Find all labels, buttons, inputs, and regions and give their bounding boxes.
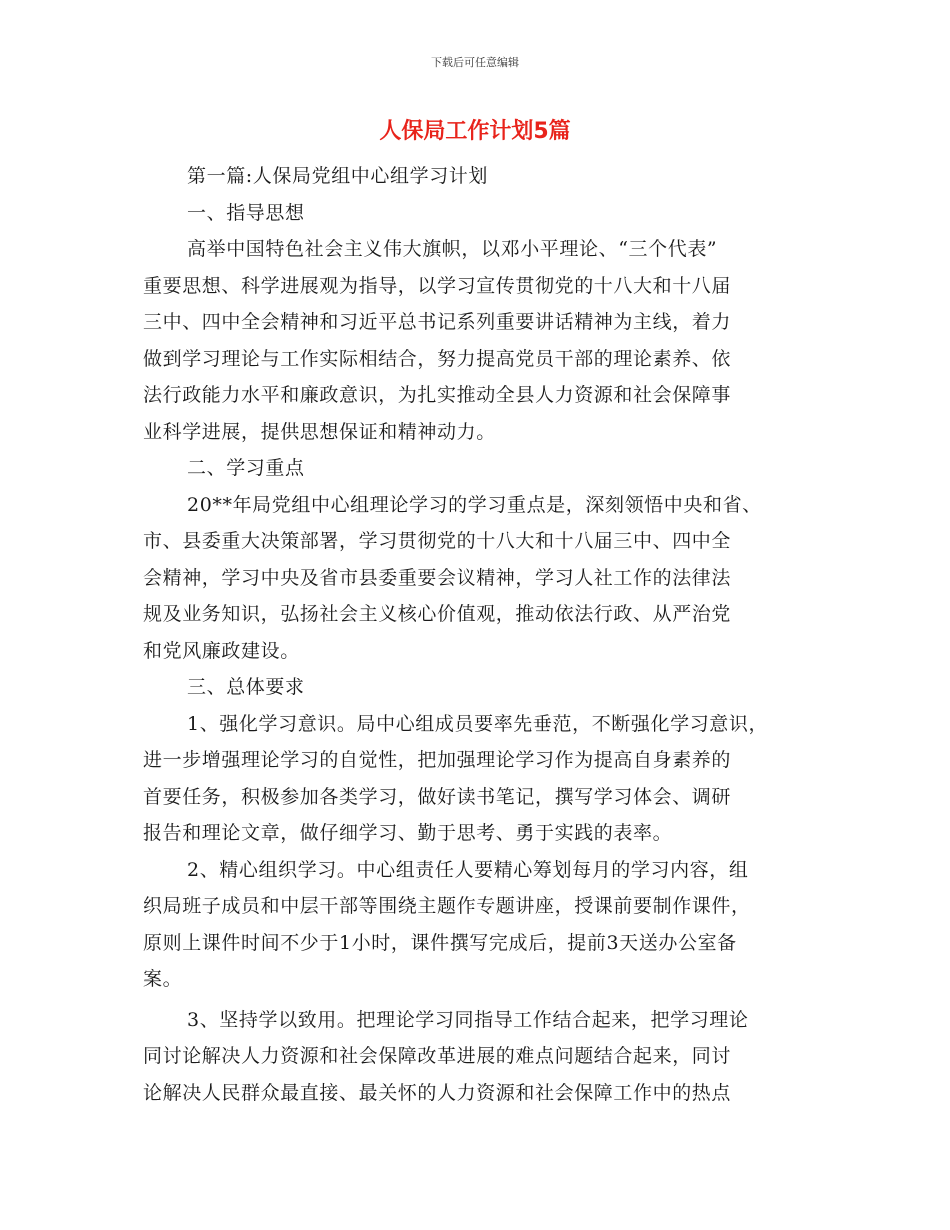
paragraph-line: 织局班子成员和中层干部等围绕主题作专题讲座，授课前要制作课件， [143,895,751,917]
paragraph-line: 和党风廉政建设。 [143,639,300,662]
paragraph-line: 2、精心组织学习。中心组责任人要精心筹划每月的学习内容，组 [187,858,749,881]
paragraph-line: 报告和理论文章，做仔细学习、勤于思考、勇于实践的表率。 [143,822,673,844]
paragraph-line: 原则上课件时间不少于1小时，课件撰写完成后，提前3天送办公室备 [143,931,737,954]
subheading-guiding-ideology: 一、指导思想 [187,201,305,224]
paragraph-line: 首要任务，积极参加各类学习，做好读书笔记，撰写学习体会、调研 [143,785,732,808]
paragraph-line: 法行政能力水平和廉政意识，为扎实推动全县人力资源和社会保障事 [143,384,732,406]
subheading-study-focus: 二、学习重点 [187,457,305,479]
paragraph-line: 三中、四中全会精神和习近平总书记系列重要讲话精神为主线，着力 [143,311,732,333]
paragraph-line: 案。 [143,968,183,990]
paragraph-line: 业科学进展，提供思想保证和精神动力。 [143,420,496,443]
paragraph-line: 论解决人民群众最直接、最关怀的人力资源和社会保障工作中的热点 [143,1081,732,1104]
paragraph-line: 进一步增强理论学习的自觉性，把加强理论学习作为提高自身素养的 [143,749,732,771]
document-body [143,158,823,1111]
paragraph-line: 做到学习理论与工作实际相结合，努力提高党员干部的理论素养、依 [143,347,732,370]
paragraph-line: 会精神，学习中央及省市县委重要会议精神，学习人社工作的法律法 [143,566,732,589]
subheading-general-requirements: 三、总体要求 [187,676,305,698]
paragraph-line: 1、强化学习意识。局中心组成员要率先垂范，不断强化学习意识， [187,712,769,735]
paragraph-line: 重要思想、科学进展观为指导，以学习宣传贯彻党的十八大和十八届 [143,274,732,297]
paragraph-line: 市、县委重大决策部署，学习贯彻党的十八大和十八届三中、四中全 [143,530,732,552]
document-title: 人保局工作计划5篇 [379,119,571,144]
paragraph-line: 规及业务知识，弘扬社会主义核心价值观，推动依法行政、从严治党 [143,603,732,625]
header-note: 下载后可任意编辑 [431,56,519,69]
paragraph-line: 高举中国特色社会主义伟大旗帜，以邓小平理论、“三个代表” [187,238,718,260]
paragraph-line: 20**年局党组中心组理论学习的学习重点是，深刻领悟中央和省、 [187,493,762,516]
paragraph-line: 3、坚持学以致用。把理论学习同指导工作结合起来，把学习理论 [187,1008,749,1031]
section-heading-part-1: 第一篇:人保局党组中心组学习计划 [187,165,489,187]
paragraph-line: 同讨论解决人力资源和社会保障改革进展的难点问题结合起来，同讨 [143,1045,732,1067]
